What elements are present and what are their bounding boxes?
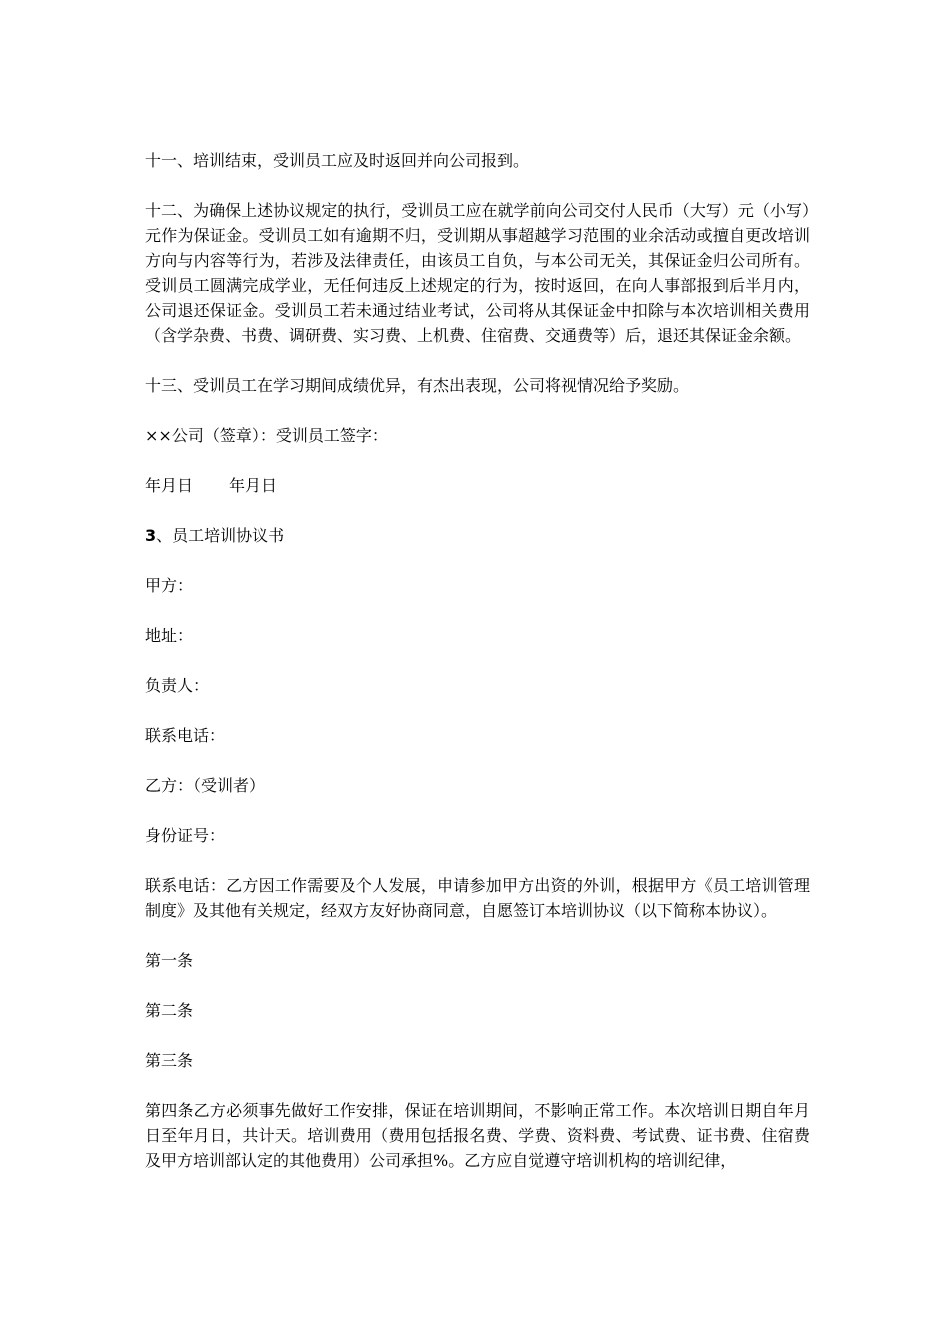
date-left: 年月日: [145, 476, 194, 495]
signature-line: ××公司（签章）：受训员工签字：: [145, 426, 388, 445]
field-phone-b-intro: 联系电话：乙方因工作需要及个人发展，申请参加甲方出资的外训，根据甲方《员工培训管理制度》及其他有关规定，经双方友好协商同意，自愿签订本培训协议（以下简称本协议）。: [145, 876, 810, 920]
date-line: [145, 473, 810, 498]
section-title: 、员工培训协议书: [156, 526, 285, 545]
clause-eleven: 十一、培训结束，受训员工应及时返回并向公司报到。: [145, 151, 530, 170]
section-3-heading: [145, 523, 810, 548]
section-number: 3: [145, 526, 157, 545]
field-id-number: 身份证号：: [145, 826, 226, 845]
field-party-a: 甲方：: [145, 576, 194, 595]
field-phone-a: 联系电话：: [145, 726, 226, 745]
clause-twelve: 十二、为确保上述协议规定的执行，受训员工应在就学前向公司交付人民币（大写）元（小写）元作为保证金。受训员工如有逾期不归，受训期从事超越学习范围的业余活动或擅自更改培训方向与内容等行为，若涉及法律责任，由该员工自负，与本公司无关，其保证金归公司所有。受训员工圆满完成学业，无任何违反上述规定的行为，按时返回，在向人事部报到后半月内，公司退还保证金。受训员工若未通过结业考试，公司将从其保证金中扣除与本次培训相关费用（含学杂费、书费、调研费、实习费、上机费、住宿费、交通费等）后，退还其保证金余额。: [145, 201, 810, 345]
article-four: 第四条乙方必须事先做好工作安排，保证在培训期间，不影响正常工作。本次培训日期自年月日至年月日，共计天。培训费用（费用包括报名费、学费、资料费、考试费、证书费、住宿费及甲方培训部认定的其他费用）公司承担%。乙方应自觉遵守培训机构的培训纪律，: [145, 1101, 810, 1170]
article-one: 第一条: [145, 951, 194, 970]
field-address: 地址：: [145, 626, 194, 645]
document-page: [145, 148, 810, 1173]
field-party-b: 乙方：（受训者）: [145, 776, 266, 795]
article-three: 第三条: [145, 1051, 194, 1070]
clause-thirteen: 十三、受训员工在学习期间成绩优异，有杰出表现，公司将视情况给予奖励。: [145, 376, 690, 395]
field-person-in-charge: 负责人：: [145, 676, 210, 695]
article-two: 第二条: [145, 1001, 194, 1020]
date-right: 年月日: [229, 476, 278, 495]
